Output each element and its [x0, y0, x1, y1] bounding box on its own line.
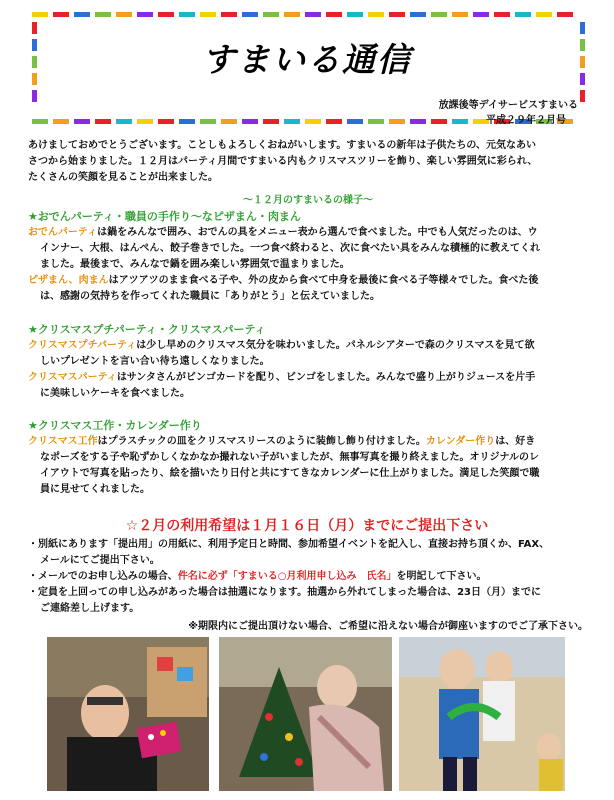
paragraph-line: イアウトで写真を貼ったり、絵を描いたり日付と共にすてきなカレンダーに仕上がりました。満足した笑顔で職 — [40, 468, 540, 479]
notice-line: ご連絡差し上げます。 — [40, 603, 140, 614]
frame-dash — [200, 12, 216, 17]
frame-dash — [263, 12, 279, 17]
frame-dash — [95, 119, 111, 124]
paragraph-line: なポーズをする子や恥ずかしくなかなか撮れない子がいましたが、無事写真を撮り終えました。オリジナルのレ — [40, 452, 539, 463]
frame-dash — [368, 119, 384, 124]
frame-dash — [431, 119, 447, 124]
frame-dash — [347, 119, 363, 124]
frame-dash — [137, 12, 153, 17]
notice-line: メールにてご提出下さい。 — [40, 555, 160, 566]
paragraph-line: インナー、大根、はんぺん、餃子巻きでした。一つ食べ終わると、次に食べたい具をみんな積極的に教えてくれ — [40, 243, 540, 254]
frame-dash — [410, 12, 426, 17]
frame-dash — [74, 119, 90, 124]
highlight-text: クリスマスパーティ — [28, 372, 117, 383]
highlight-text: おでんパーティ — [28, 227, 98, 238]
frame-dash — [473, 12, 489, 17]
frame-dash — [326, 12, 342, 17]
notice-line: ・メールでのお申し込みの場合、件名に必ず「すまいる○月利用申し込み 氏名」を明記して下さい。 — [28, 571, 487, 582]
notice-line: ・別紙にあります「提出用」の用紙に、利用予定日と時間、参加希望イベントを記入し、直接お持ち頂くか、FAX、 — [28, 539, 550, 550]
frame-dash — [221, 119, 237, 124]
frame-dash — [32, 119, 48, 124]
section-oden — [28, 209, 588, 305]
highlight-text: カレンダー作り — [425, 436, 496, 447]
highlight-text: 件名に必ず「すまいる○月利用申し込み 氏名」 — [177, 571, 397, 582]
frame-dash — [368, 12, 384, 17]
frame-dash — [389, 12, 405, 17]
frame-dash — [53, 119, 69, 124]
frame-dash — [431, 12, 447, 17]
frame-dash — [116, 119, 132, 124]
section-christmas-party — [28, 322, 588, 402]
paragraph-line: クリスマスプチパーティは少し早めのクリスマス気分を味わいました。パネルシアターで森のクリスマスを見て欲 — [28, 340, 535, 351]
frame-dash — [32, 12, 48, 17]
section-heading: ★おでんパーティ・職員の手作り～なピザまん・肉まん — [28, 210, 301, 223]
organization-name: 放課後等デイサービスすまいる — [438, 100, 578, 111]
frame-dash — [305, 119, 321, 124]
frame-dash — [179, 12, 195, 17]
frame-dash — [452, 12, 468, 17]
paragraph-line: ました。最後まで、みんなで鍋を囲み楽しい雰囲気で温まりました。 — [40, 259, 350, 270]
frame-dash — [389, 119, 405, 124]
december-heading: ～１２月のすまいるの様子～ — [243, 195, 373, 206]
frame-dash — [200, 119, 216, 124]
frame-dash — [347, 12, 363, 17]
frame-dash — [242, 12, 258, 17]
intro-line: たくさんの笑顔を見ることが出来ました。 — [28, 172, 218, 183]
frame-dash — [536, 12, 552, 17]
highlight-text: クリスマス工作 — [28, 436, 98, 447]
section-heading: ★クリスマスプチパーティ・クリスマスパーティ — [28, 323, 266, 336]
frame-dash — [452, 119, 468, 124]
paragraph-line: に美味しいケーキを食べました。 — [40, 388, 190, 399]
section-crafts — [28, 418, 588, 498]
highlight-text: クリスマスプチパーティ — [28, 340, 137, 351]
frame-dash — [326, 119, 342, 124]
frame-dash — [179, 119, 195, 124]
photo-craft-wreath — [47, 637, 209, 791]
paragraph-line: は、感謝の気持ちを作ってくれた職員に「ありがとう」と伝えていました。 — [40, 291, 380, 302]
frame-dash — [95, 12, 111, 17]
paragraph-line: ピザまん、肉まんはアツアツのまま食べる子や、外の皮から食べて中身を最後に食べる子等様々でした。食べた後 — [28, 275, 539, 286]
newsletter-title: すまいる通信 — [202, 40, 412, 79]
highlight-text: ピザまん、肉まん — [28, 275, 109, 286]
paragraph-line: クリスマスパーティはサンタさんがビンゴカードを配り、ビンゴをしました。みんなで盛り上がりジュースを片手 — [28, 372, 536, 383]
paragraph-line: しいプレゼントを言い合い待ち遠しくなりました。 — [40, 356, 270, 367]
frame-dash — [580, 90, 585, 102]
frame-dash — [284, 12, 300, 17]
notice-bullets — [28, 537, 588, 635]
notice-heading: ☆２月の利用希望は１月１６日（月）までにご提出下さい — [125, 518, 489, 534]
photo-children-playing — [399, 637, 565, 791]
frame-dash — [158, 119, 174, 124]
paragraph-line: クリスマス工作はプラスチックの皿をクリスマスリースのように装飾し飾り付けました。カレンダー作りは、好き — [28, 436, 536, 447]
frame-dash — [515, 12, 531, 17]
notice-footnote: ※期限内にご提出頂けない場合、ご希望に沿えない場合が御座いますのでご了承下さい。 — [188, 621, 588, 632]
frame-dash — [305, 12, 321, 17]
paragraph-line: おでんパーティは鍋をみんなで囲み、おでんの具をメニュー表から選んで食べました。中でも人気だったのは、ウ — [28, 227, 538, 238]
frame-dash — [494, 12, 510, 17]
intro-line: さつから始まりました。１２月はパーティ月間ですまいる内もクリスマスツリーを飾り、楽しい雰囲気に彩られ、 — [28, 156, 538, 167]
paragraph-line: 員に見せてくれました。 — [40, 484, 150, 495]
frame-dash — [74, 12, 90, 17]
frame-dash — [410, 119, 426, 124]
frame-dash — [242, 119, 258, 124]
frame-dash — [32, 90, 37, 102]
frame-dash — [116, 12, 132, 17]
frame-dash — [158, 12, 174, 17]
frame-dash — [32, 22, 37, 34]
frame-dash — [284, 119, 300, 124]
photo-christmas-tree — [219, 637, 392, 791]
intro-paragraph — [28, 138, 588, 186]
intro-line: あけましておめでとうございます。ことしもよろしくおねがいします。すまいるの新年は子供たちの、元気なあい — [28, 140, 536, 151]
notice-line: ・定員を上回っての申し込みがあった場合は抽選になります。抽選から外れてしまった場合は、23日（月）までに — [28, 587, 542, 598]
frame-dash — [53, 12, 69, 17]
frame-dash — [580, 22, 585, 34]
frame-dash — [263, 119, 279, 124]
frame-dashes-top — [32, 12, 585, 17]
issue-date: 平成２９年２月号 — [486, 115, 566, 126]
frame-dash — [137, 119, 153, 124]
frame-dash — [557, 12, 573, 17]
section-heading: ★クリスマス工作・カレンダー作り — [28, 419, 202, 432]
frame-dash — [221, 12, 237, 17]
